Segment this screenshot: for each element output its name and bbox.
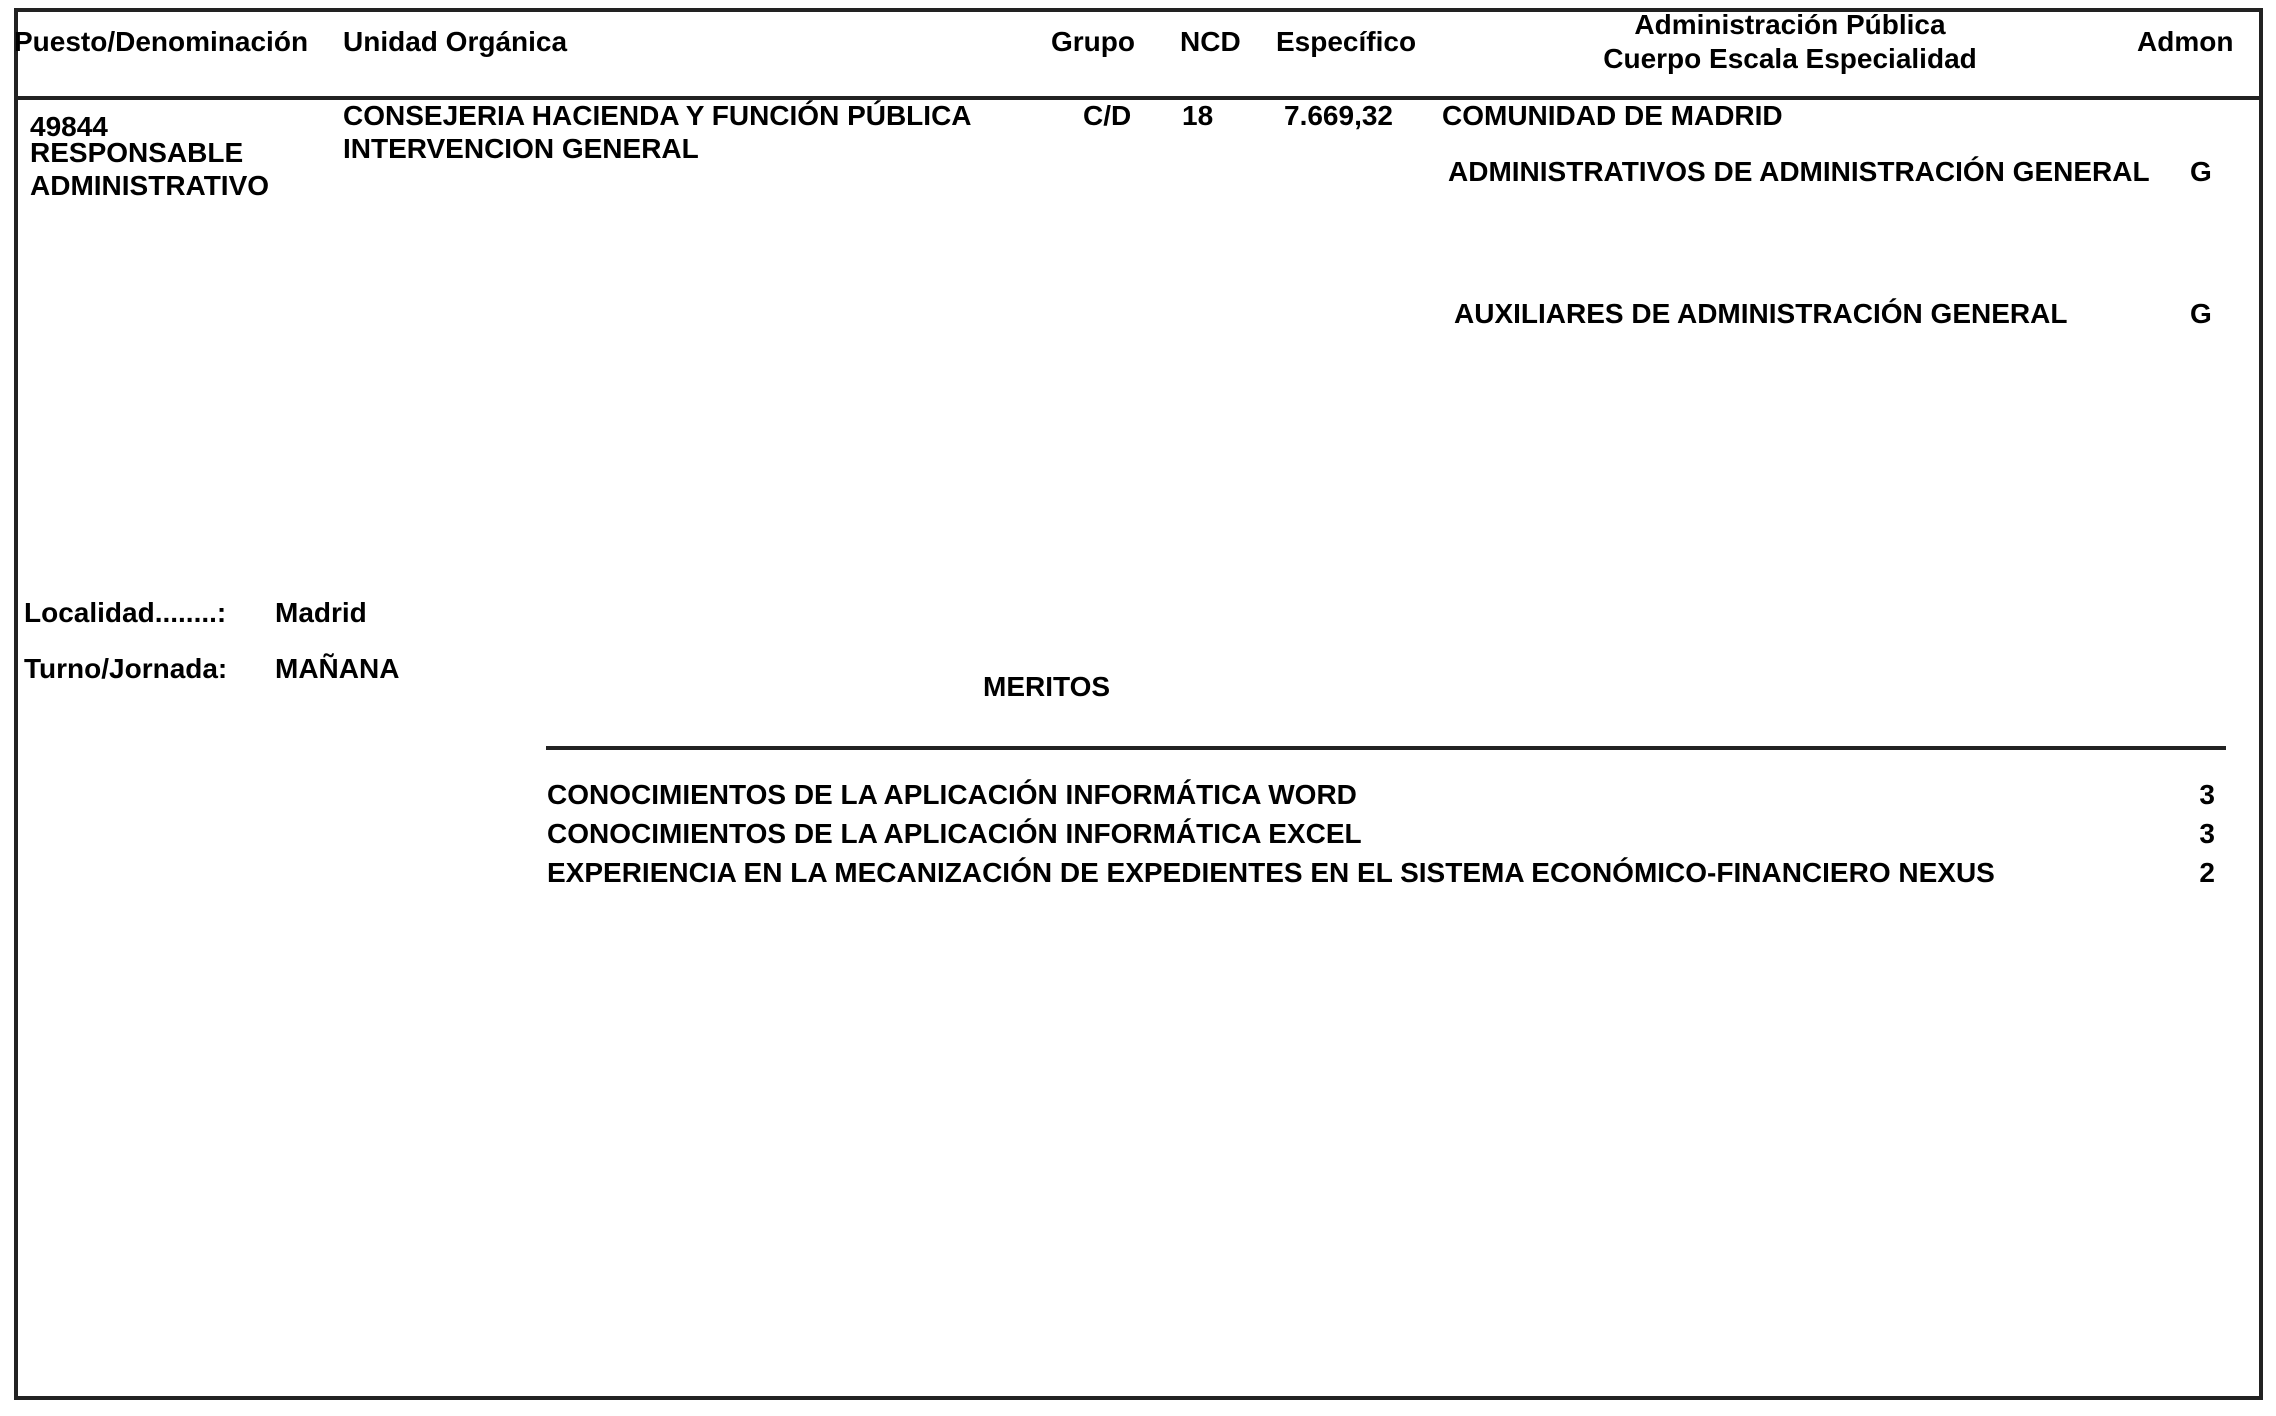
cuerpo-name-1: ADMINISTRATIVOS DE ADMINISTRACIÓN GENERAL (1448, 156, 2150, 187)
record-ncd: 18 (1182, 100, 1214, 131)
meritos-title: MERITOS (983, 671, 1111, 702)
header-admin-line2: Cuerpo Escala Especialidad (1603, 43, 1977, 74)
merito-points-2: 3 (2199, 818, 2215, 849)
merito-text-2: CONOCIMIENTOS DE LA APLICACIÓN INFORMÁTICA EXCEL (547, 818, 1362, 849)
merito-text-1: CONOCIMIENTOS DE LA APLICACIÓN INFORMÁTICA WORD (547, 779, 1357, 810)
document-frame (14, 8, 2263, 1400)
record-unidad-1: CONSEJERIA HACIENDA Y FUNCIÓN PÚBLICA (343, 100, 972, 131)
header-unidad: Unidad Orgánica (343, 26, 568, 57)
header-admon: Admon (2137, 26, 2234, 57)
header-admin-line1: Administración Pública (1634, 9, 1946, 40)
turno-value: MAÑANA (275, 653, 400, 684)
header-especifico: Específico (1276, 26, 1417, 57)
header-ncd: NCD (1180, 26, 1241, 57)
merito-points-1: 3 (2199, 779, 2215, 810)
turno-label: Turno/Jornada: (24, 653, 228, 684)
localidad-value: Madrid (275, 597, 367, 628)
header-grupo: Grupo (1051, 26, 1135, 57)
cuerpo-name-2: AUXILIARES DE ADMINISTRACIÓN GENERAL (1454, 298, 2068, 329)
meritos-rule (546, 746, 2226, 750)
record-administracion: COMUNIDAD DE MADRID (1442, 100, 1783, 131)
record-denominacion-1: RESPONSABLE (30, 137, 244, 168)
merito-points-3: 2 (2199, 857, 2215, 888)
record-id: 49844 (30, 111, 108, 142)
merito-text-3: EXPERIENCIA EN LA MECANIZACIÓN DE EXPEDIENTES EN EL SISTEMA ECONÓMICO-FINANCIERO NEXUS (547, 857, 1995, 888)
record-unidad-2: INTERVENCION GENERAL (343, 133, 699, 164)
record-grupo: C/D (1083, 100, 1132, 131)
cuerpo-admon-2: G (2190, 298, 2212, 329)
record-denominacion-2: ADMINISTRATIVO (30, 170, 270, 201)
record-especifico: 7.669,32 (1284, 100, 1393, 131)
cuerpo-admon-1: G (2190, 156, 2212, 187)
header-puesto: Puesto/Denominación (14, 26, 309, 57)
localidad-label: Localidad........: (24, 597, 227, 628)
